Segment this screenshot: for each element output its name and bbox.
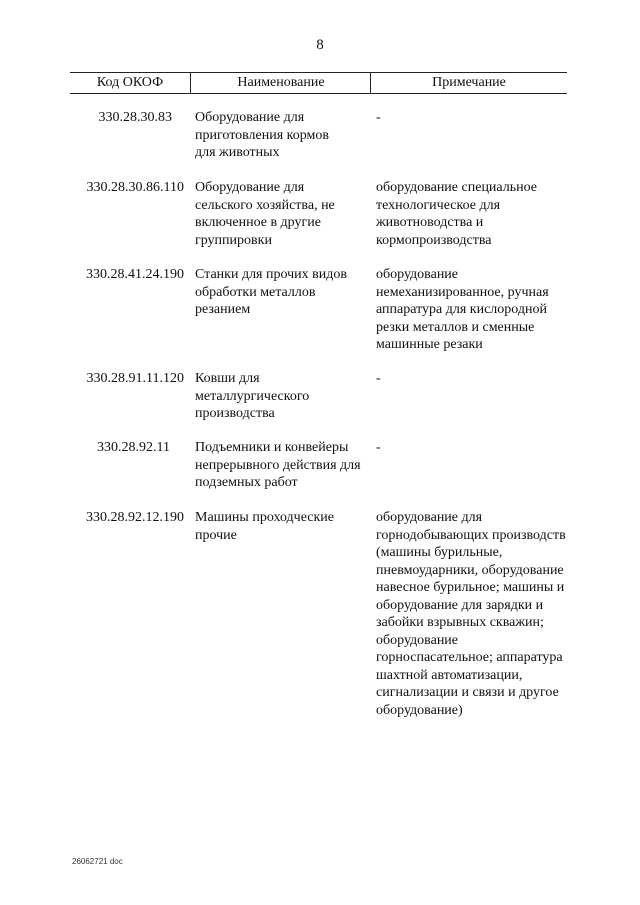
row-name: Оборудование для сельского хозяйства, не включенное в другие группировки xyxy=(195,180,335,248)
row-code: 330.28.92.12.190 xyxy=(86,510,184,525)
footer-filename: 26062721 doc xyxy=(72,857,123,866)
row-name: Ковши для металлургического производства xyxy=(195,371,310,421)
row-note: - xyxy=(376,440,381,455)
row-note: оборудование немеханизированное, ручная аппаратура для кислородной резки металлов и сменные машинные резаки xyxy=(376,267,549,352)
row-note: оборудование для горнодобывающих производств (машины бурильные, пневмоударники, оборудование навесное бурильное; машины и оборудование для зарядки и забойки взрывных скважин; оборудование горноспасательное; аппаратура шахтной автоматизации, сигнализации и связи и другое оборудование) xyxy=(376,510,566,718)
row-note: - xyxy=(376,371,381,386)
row-name: Машины проходческие прочие xyxy=(195,510,334,543)
header-name: Наименование xyxy=(190,73,371,93)
row-code: 330.28.92.11 xyxy=(97,440,170,455)
row-code: 330.28.30.83 xyxy=(98,110,172,125)
row-name: Оборудование для приготовления кормов для животных xyxy=(195,110,330,160)
table-header xyxy=(70,72,567,94)
header-note: Примечание xyxy=(370,73,567,93)
header-code: Код ОКОФ xyxy=(96,75,164,90)
row-note: оборудование специальное технологическое для животноводства и кормопроизводства xyxy=(376,180,538,248)
row-note: - xyxy=(376,110,381,125)
row-code: 330.28.30.86.110 xyxy=(86,180,184,195)
page-number: 8 xyxy=(316,37,324,53)
row-code: 330.28.41.24.190 xyxy=(86,267,184,282)
row-name: Подъемники и конвейеры непрерывного действия для подземных работ xyxy=(195,440,361,490)
row-name: Станки для прочих видов обработки металлов резанием xyxy=(195,267,347,317)
row-code: 330.28.91.11.120 xyxy=(86,371,184,386)
